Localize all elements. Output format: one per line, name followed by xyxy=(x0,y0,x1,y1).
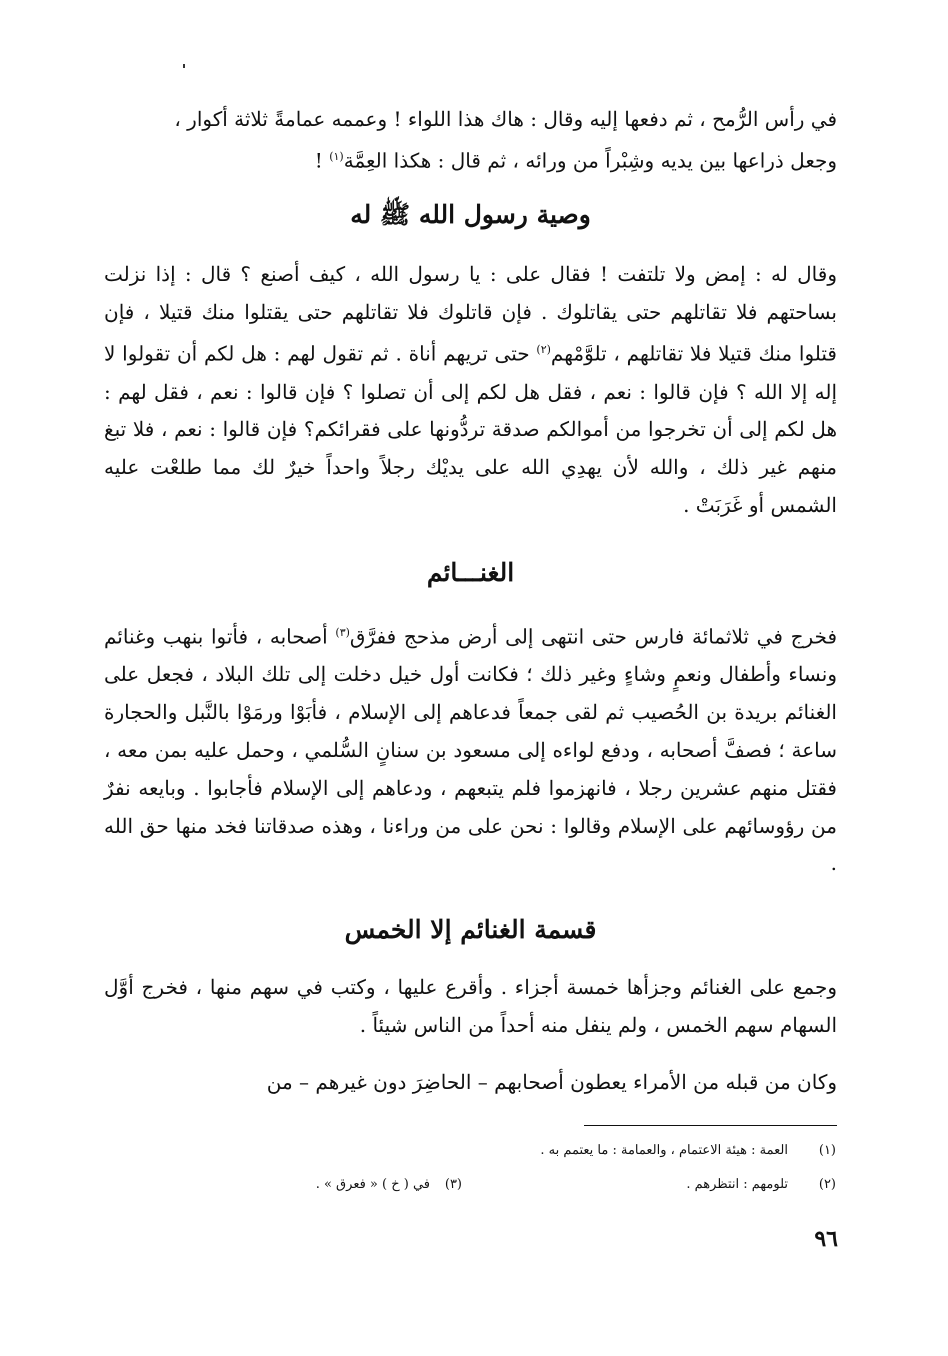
section-3-text-2: وكان من قبله من الأمراء يعطون أصحابهم – الحاضِرَ دون غيرهم – من xyxy=(266,1070,837,1094)
footnote-rule xyxy=(584,1125,837,1126)
section-1-text xyxy=(104,256,837,525)
footnote-marker-3: (٣) xyxy=(335,626,350,639)
page-speck xyxy=(183,64,185,68)
footnote-2-text: تلومهم : انتظرهم . xyxy=(686,1177,788,1192)
section-1-text-a: وقال له : إمض ولا تلتفت ! فقال على : يا رسول الله ، كيف أصنع ؟ قال : إذا نزلت بساحتهم فلا تقاتلهم حتى يقاتلوك . فإن قاتلوك فلا تقاتلهم حتى يقتلوا منك قتيلا ، فإن قتلوا منك قتيلا فلا تقاتلهم ، تلوَّمْهم xyxy=(104,262,837,367)
intro-paragraph xyxy=(104,100,837,180)
footnote-1-number: (١) xyxy=(818,1143,836,1158)
section-2-text-a: فخرج في ثلاثمائة فارس حتى انتهى إلى أرض مذحج ففرَّق xyxy=(349,624,838,649)
section-3-paragraph-2 xyxy=(104,1063,837,1101)
intro-line-2 xyxy=(104,138,837,180)
footnote-2-number: (٢) xyxy=(818,1177,836,1192)
section-2-text-b: أصحابه ، فأتوا بنهب وغنائم ونساء وأطفال ونعمٍ وشاءٍ وغير ذلك ؛ فكانت أول خيل دخلت إلى تلك البلاد ، فجعل على الغنائم بريدة بن الحُصيب ثم لقى جمعاً فدعاهم إلى الإسلام ، فأبَوْا ورمَوْا بالنَّبل والحجارة ساعة ؛ فصفَّ أصحابه ، ودفع لواءه إلى مسعود بن سنانٍ السُّلمي ، وحمل عليه بمن معه ، فقتل منهم عشرين رجلا ، فانهزموا فلم يتبعهم ، ودعاهم إلى الإسلام فأجابوا . وبايعه نفرٌ من رؤوسائهم على الإسلام وقالوا : نحن على من وراءنا ، وهذه صدقاتنا فخد منها حق الله . xyxy=(104,624,837,876)
section-1-paragraph xyxy=(104,256,837,525)
section-heading-qisma: قسمة الغنائم إلا الخمس xyxy=(344,915,597,944)
intro-line-2-end: ! xyxy=(314,148,330,173)
section-2-paragraph xyxy=(104,614,837,883)
page-number: ٩٦ xyxy=(814,1226,838,1252)
section-3-text-1: وجمع على الغنائم وجزأها خمسة أجزاء . وأقرع عليها ، وكتب في سهم منها ، فخرج أوَّل السهام سهم الخمس ، ولم ينفل منه أحداً من الناس شيئاً . xyxy=(104,975,837,1037)
footnote-1 xyxy=(540,1141,836,1161)
footnote-3-text: في ( خ ) « فعرق » . xyxy=(315,1177,430,1192)
footnote-3-number: (٣) xyxy=(444,1177,462,1192)
footnote-1-text: العمة : هيئة الاعتمام ، والعمامة : ما يعتمم به . xyxy=(540,1143,788,1158)
section-1-text-b: حتى تريهم أناة . ثم تقول لهم : هل لكم أن تقولوا لا إله إلا الله ؟ فإن قالوا : نعم ، فقل هل لكم إلى أن تصلوا ؟ فإن قالوا : نعم ، فقل لهم : هل لكم إلى أن تخرجوا من أموالكم صدقة تردُّونها على فقرائكم؟ فإن قالوا : نعم ، فلا تبغ منهم غير ذلك ، والله لأن يهدِي الله على يديْك رجلاً واحداً خيرٌ لك مما طلعْت عليه الشمس أو غَرَبَتْ . xyxy=(104,342,837,517)
intro-line-1: في رأس الرُّمح ، ثم دفعها إليه وقال : هاك هذا اللواء ! وعممه عمامةً ثلاثة أكوار ، xyxy=(174,107,837,131)
footnote-3 xyxy=(316,1175,462,1195)
footnote-marker-2: (٢) xyxy=(536,343,551,357)
footnote-marker-1: (١) xyxy=(329,150,344,163)
section-3-paragraph-1 xyxy=(104,968,837,1044)
intro-line-2-text: وجعل ذراعها بين يديه وشِبْراً من ورائه ، ثم قال : هكذا العِمَّة xyxy=(343,148,837,173)
section-heading-ghanaim: الغنـــائم xyxy=(426,558,515,587)
section-2-text xyxy=(104,614,837,883)
footnote-2 xyxy=(686,1175,836,1195)
section-heading-wasiyya: وصية رسول الله ﷺ له xyxy=(350,200,591,229)
